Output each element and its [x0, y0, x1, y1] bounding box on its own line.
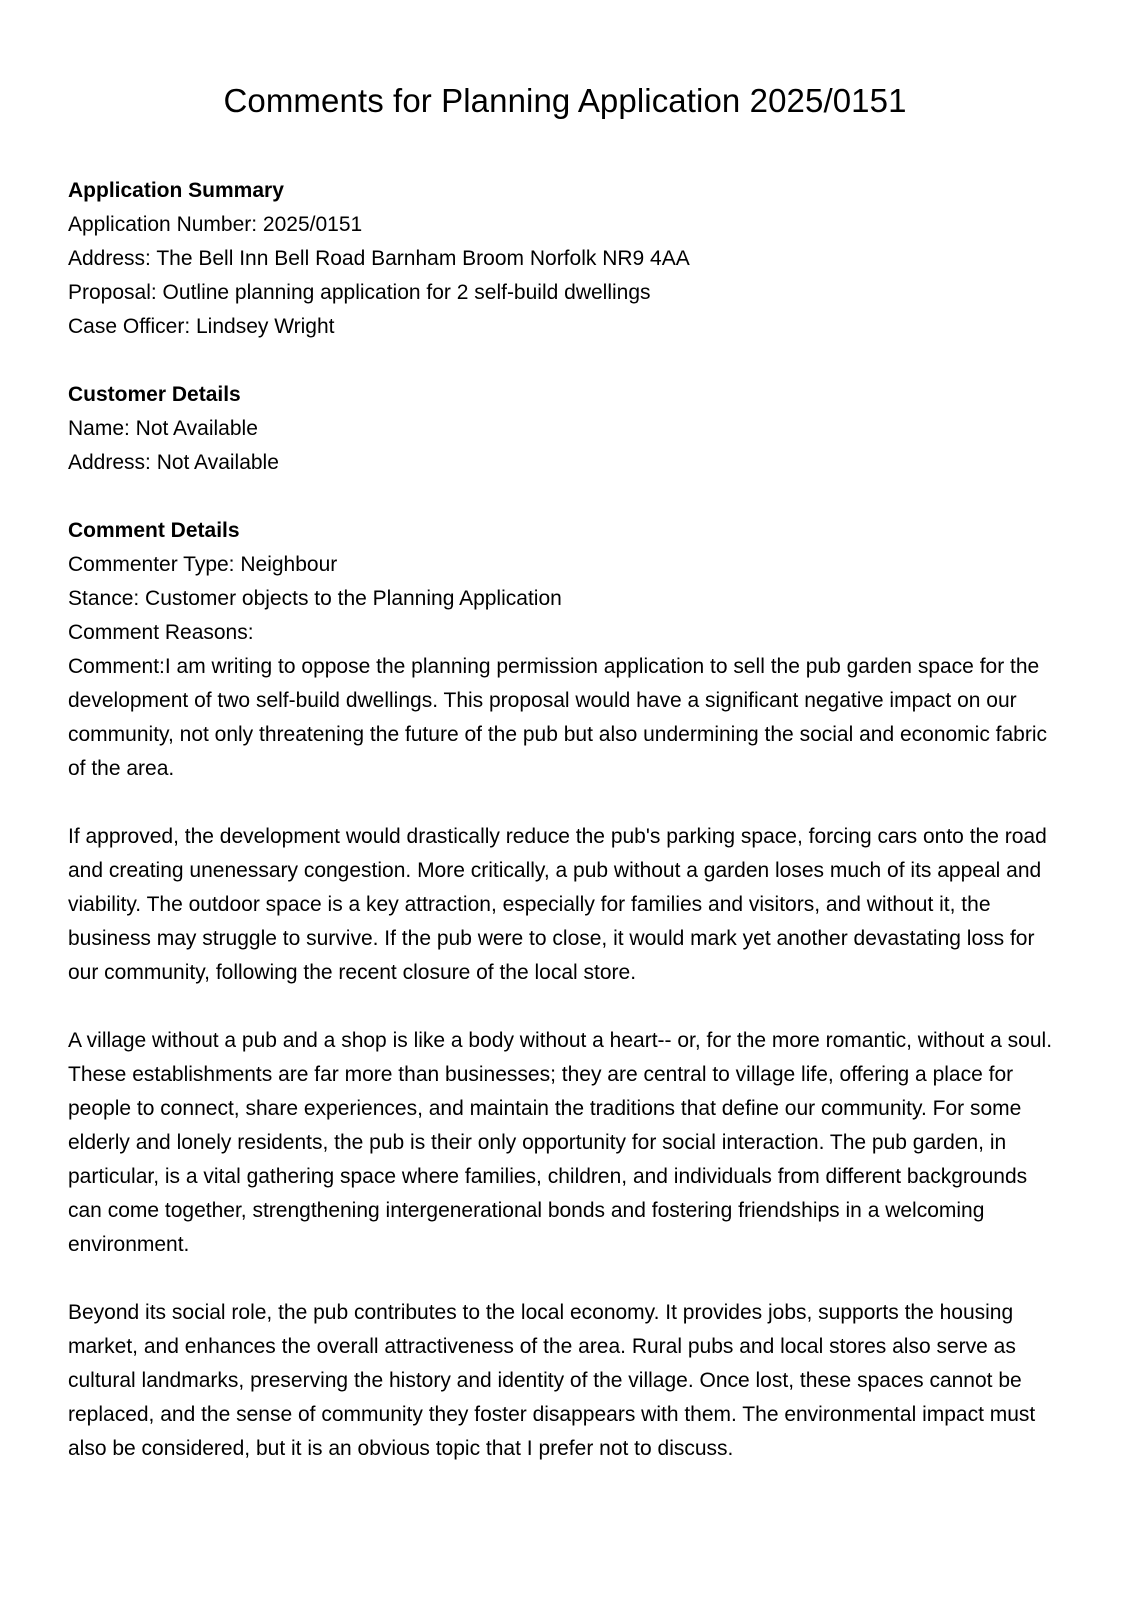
application-summary-heading: Application Summary	[68, 179, 284, 202]
comment-stance: Stance: Customer objects to the Planning Application	[68, 587, 562, 610]
comment-details-section	[68, 514, 1062, 1466]
comment-paragraph: If approved, the development would drastically reduce the pub's parking space, forcing cars onto the road and creating unenessary congestion. More critically, a pub without a garden loses much of its appeal and viability. The outdoor space is a key attraction, especially for families and visitors, and without it, the business may struggle to survive. If the pub were to close, it would mark yet another devastating loss for our community, following the recent closure of the local store.	[68, 825, 1047, 984]
case-officer: Case Officer: Lindsey Wright	[68, 315, 335, 338]
comment-body	[68, 650, 1062, 1466]
customer-address: Address: Not Available	[68, 451, 279, 474]
customer-details-section	[68, 378, 1062, 480]
comment-reasons: Comment Reasons:	[68, 621, 254, 644]
customer-details-heading: Customer Details	[68, 383, 241, 406]
commenter-type: Commenter Type: Neighbour	[68, 553, 338, 576]
application-proposal: Proposal: Outline planning application for 2 self-build dwellings	[68, 281, 651, 304]
application-number: Application Number: 2025/0151	[68, 213, 363, 236]
application-address: Address: The Bell Inn Bell Road Barnham Broom Norfolk NR9 4AA	[68, 247, 690, 270]
comment-paragraph: A village without a pub and a shop is like a body without a heart-- or, for the more romantic, without a soul. These establishments are far more than businesses; they are central to village life, offering a place for people to connect, share experiences, and maintain the traditions that define our community. For some elderly and lonely residents, the pub is their only opportunity for social interaction. The pub garden, in particular, is a vital gathering space where families, children, and individuals from different backgrounds can come together, strengthening intergenerational bonds and fostering friendships in a welcoming environment.	[68, 1029, 1053, 1256]
application-summary-section	[68, 174, 1062, 344]
comment-details-heading: Comment Details	[68, 519, 240, 542]
page-title: Comments for Planning Application 2025/0151	[223, 82, 907, 119]
comment-paragraph: Beyond its social role, the pub contributes to the local economy. It provides jobs, supports the housing market, and enhances the overall attractiveness of the area. Rural pubs and local stores also serve as cultural landmarks, preserving the history and identity of the village. Once lost, these spaces cannot be replaced, and the sense of community they foster disappears with them. The environmental impact must also be considered, but it is an obvious topic that I prefer not to discuss.	[68, 1301, 1036, 1460]
customer-name: Name: Not Available	[68, 417, 258, 440]
comment-paragraph: Comment:I am writing to oppose the planning permission application to sell the pub garden space for the development of two self-build dwellings. This proposal would have a significant negative impact on our community, not only threatening the future of the pub but also undermining the social and economic fabric of the area.	[68, 655, 1048, 780]
